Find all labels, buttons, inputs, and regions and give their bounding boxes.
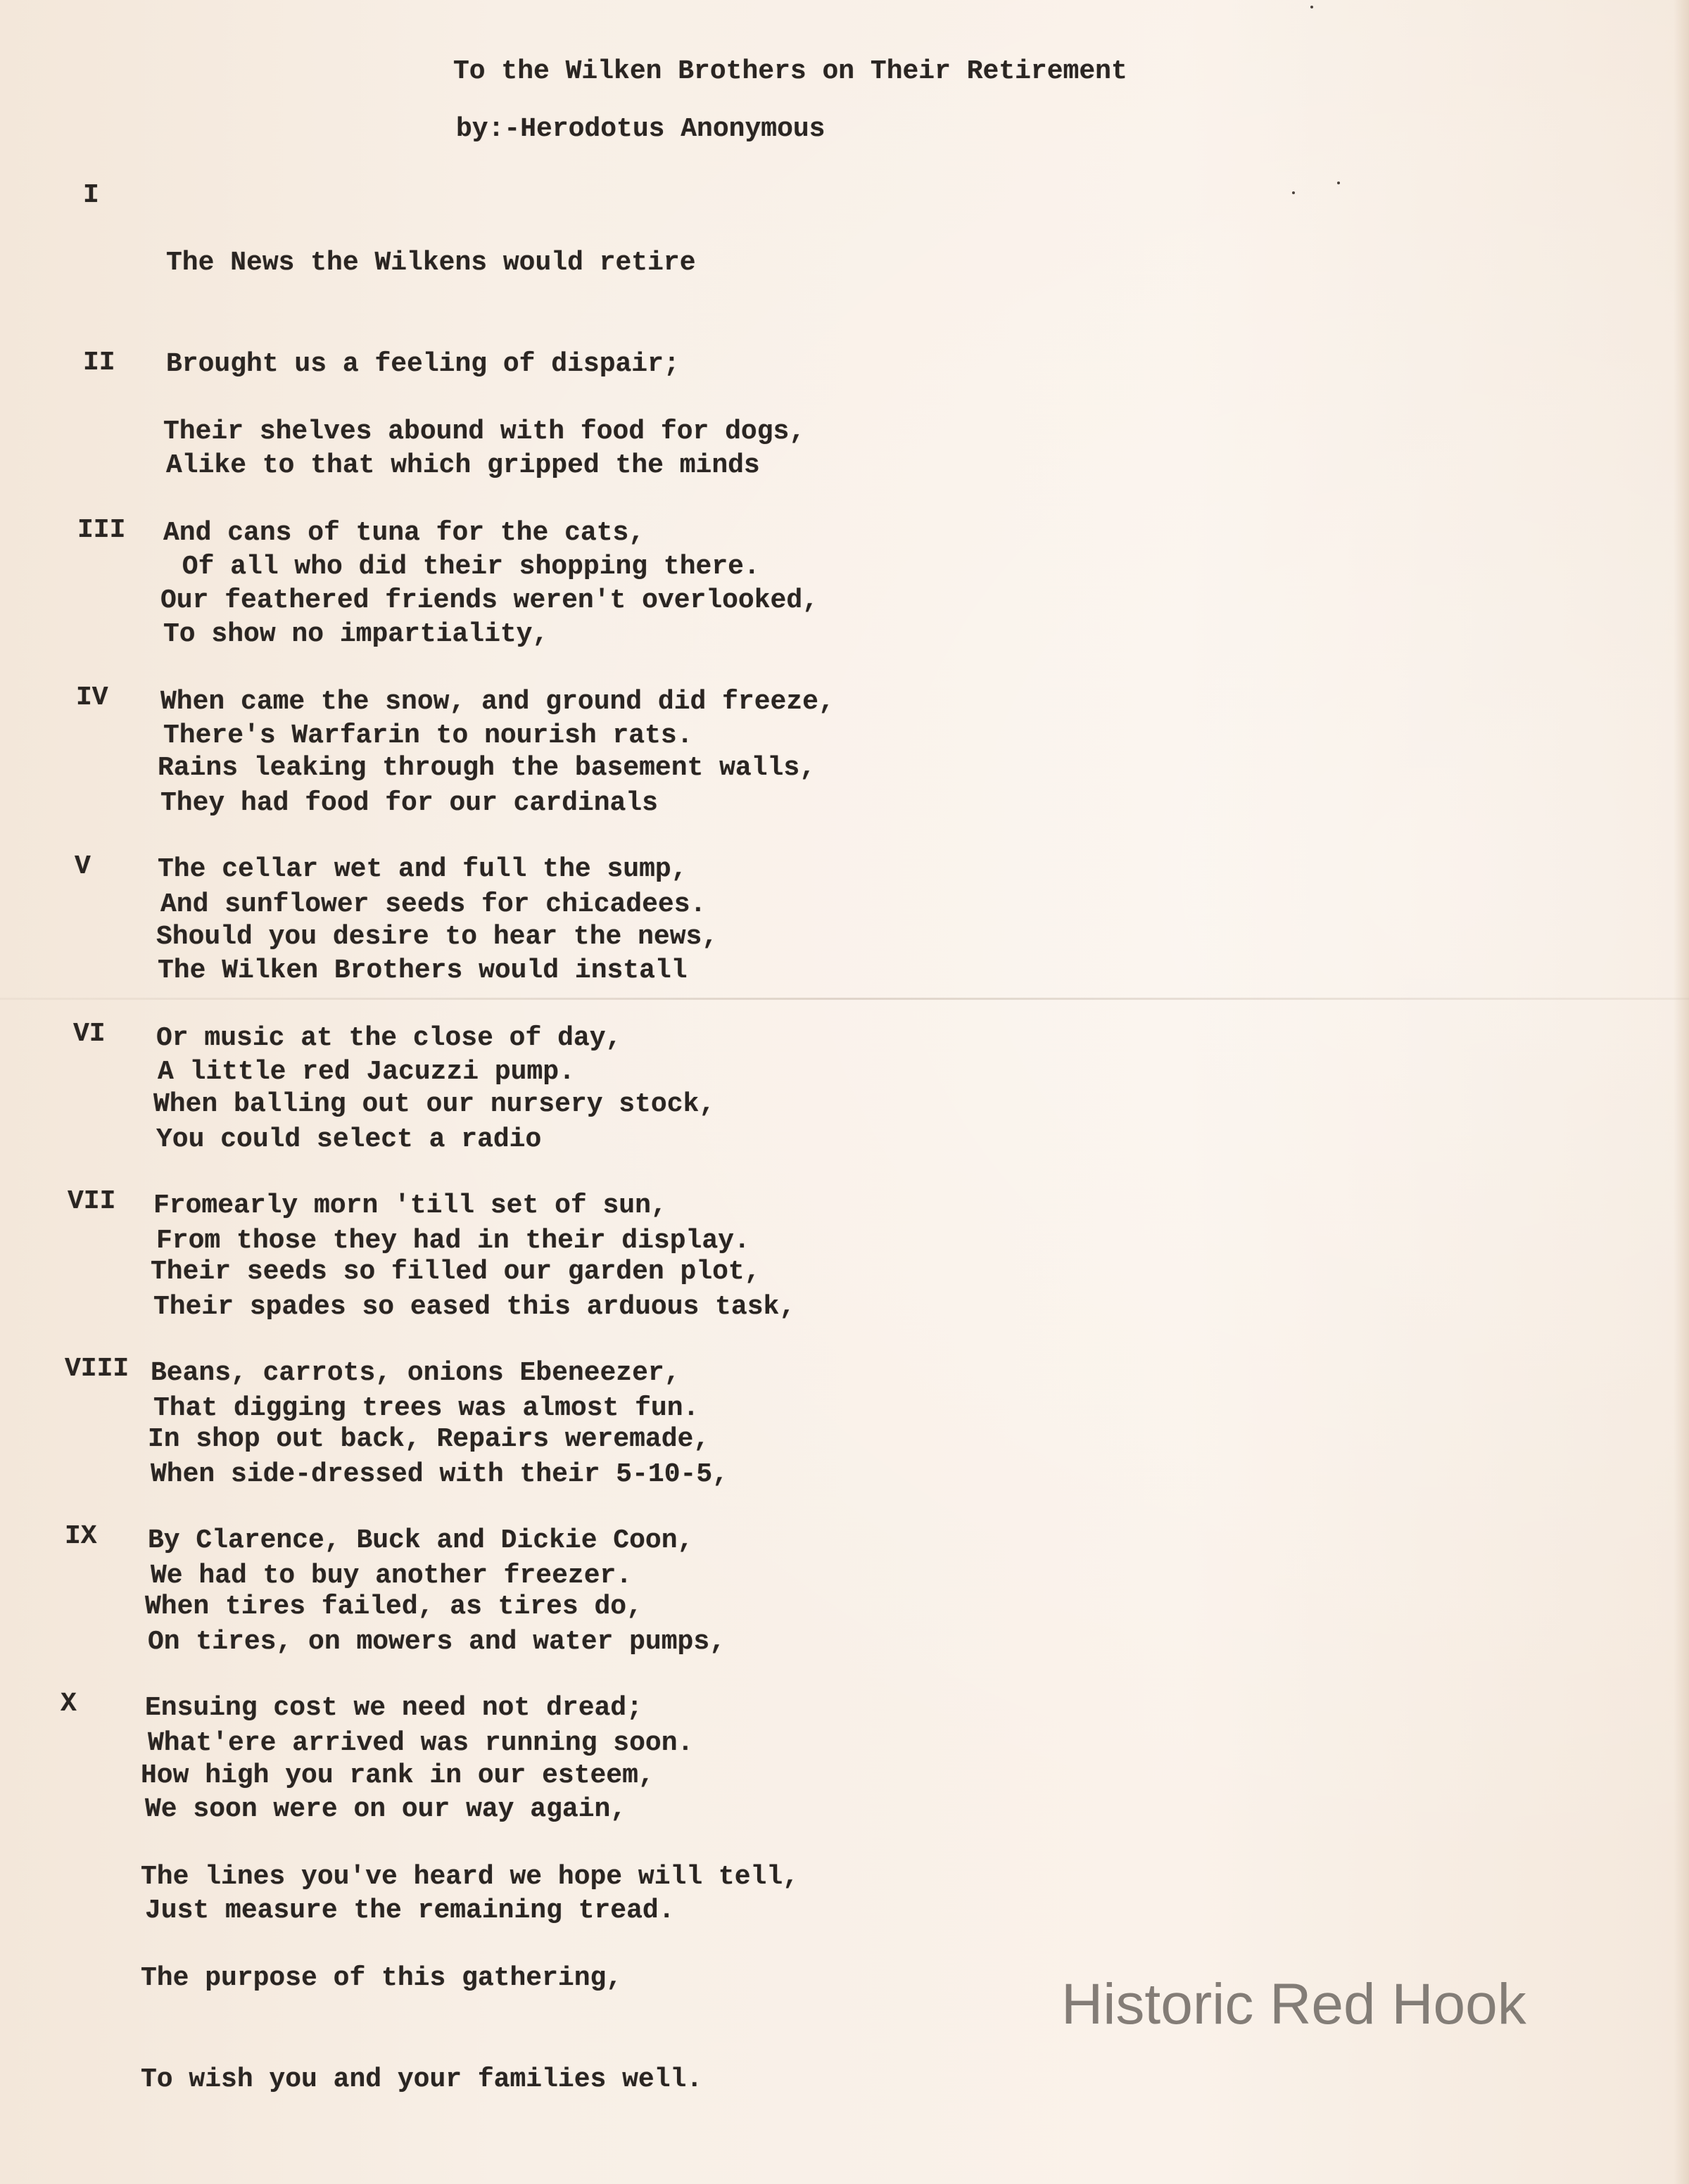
poem-line: Of all who did their shopping there. (166, 552, 760, 582)
poem-line: A little red Jacuzzi pump. (158, 1057, 575, 1087)
poem-line: That digging trees was almost fun. (153, 1393, 700, 1423)
poem-title: To the Wilken Brothers on Their Retirement (453, 56, 1127, 87)
paper-edge-shadow (1674, 0, 1689, 2184)
poem-line: Fromearly morn 'till set of sun, (153, 1191, 667, 1221)
poem-line: We had to buy another freezer. (151, 1561, 633, 1591)
poem-line: And cans of tuna for the cats, (163, 518, 645, 548)
stanza-numeral: I (83, 180, 99, 210)
poem-line: When tires failed, as tires do, (145, 1592, 643, 1622)
poem-line: You could select a radio (156, 1124, 542, 1155)
poem-line: Should you desire to hear the news, (156, 922, 719, 952)
poem-line: Or music at the close of day, (156, 1023, 622, 1053)
poem-line: To wish you and your families well. (141, 2064, 703, 2095)
poem-line: Their shelves abound with food for dogs, (163, 417, 806, 447)
stanza-numeral: IV (76, 682, 108, 713)
stanza-numeral: IX (65, 1521, 97, 1551)
poem-line: How high you rank in our esteem, (141, 1760, 654, 1791)
stanza-numeral: X (61, 1689, 77, 1719)
poem-line: On tires, on mowers and water pumps, (148, 1627, 726, 1657)
stanza-numeral: V (75, 851, 91, 882)
poem-line: When came the snow, and ground did freeze, (160, 687, 835, 717)
poem-line: When side-dressed with their 5-10-5, (151, 1459, 728, 1490)
stanza-numeral: VII (68, 1186, 116, 1217)
stanza-numeral: II (83, 348, 115, 378)
poem-line: The lines you've heard we hope will tell, (141, 1862, 799, 1892)
poem-line: Their seeds so filled our garden plot, (151, 1257, 761, 1287)
poem-line: Their spades so eased this arduous task, (153, 1292, 796, 1322)
poem-line: The cellar wet and full the sump, (158, 854, 688, 884)
poem-byline: by:-Herodotus Anonymous (456, 114, 825, 144)
poem-line: We soon were on our way again, (145, 1794, 627, 1824)
ink-speck (1337, 182, 1340, 184)
poem-line: The News the Wilkens would retire (166, 248, 696, 278)
poem-line: The Wilken Brothers would install (158, 956, 688, 986)
poem-line: The purpose of this gathering, (141, 1963, 623, 1993)
stanza-numeral: VI (73, 1019, 106, 1049)
stanza-x (141, 1691, 799, 2164)
poem-line: Brought us a feeling of dispair; (166, 349, 680, 379)
poem-line: What'ere arrived was running soon. (148, 1728, 694, 1758)
poem-line: Alike to that which gripped the minds (166, 450, 760, 481)
poem-line: When balling out our nursery stock, (153, 1089, 716, 1119)
poem-line: And sunflower seeds for chicadees. (160, 889, 707, 920)
poem-line: Rains leaking through the basement walls, (158, 753, 816, 783)
ink-speck (1292, 191, 1295, 194)
poem-line: There's Warfarin to nourish rats. (163, 720, 693, 751)
poem-line: By Clarence, Buck and Dickie Coon, (148, 1525, 694, 1556)
stanza-numeral: VIII (65, 1354, 129, 1384)
poem-line: From those they had in their display. (156, 1226, 750, 1256)
poem-line: They had food for our cardinals (160, 788, 658, 818)
poem-line: Just measure the remaining tread. (145, 1896, 675, 1926)
poem-line: To show no impartiality, (163, 619, 549, 649)
poem-line: In shop out back, Repairs weremade, (148, 1424, 710, 1454)
watermark-text: Historic Red Hook (1061, 1972, 1526, 2036)
ink-speck (1310, 6, 1313, 8)
poem-line: Ensuing cost we need not dread; (145, 1693, 643, 1723)
poem-line: Beans, carrots, onions Ebeneezer, (151, 1358, 681, 1388)
poem-line: Our feathered friends weren't overlooked, (160, 585, 818, 616)
stanza-numeral: III (77, 515, 126, 545)
